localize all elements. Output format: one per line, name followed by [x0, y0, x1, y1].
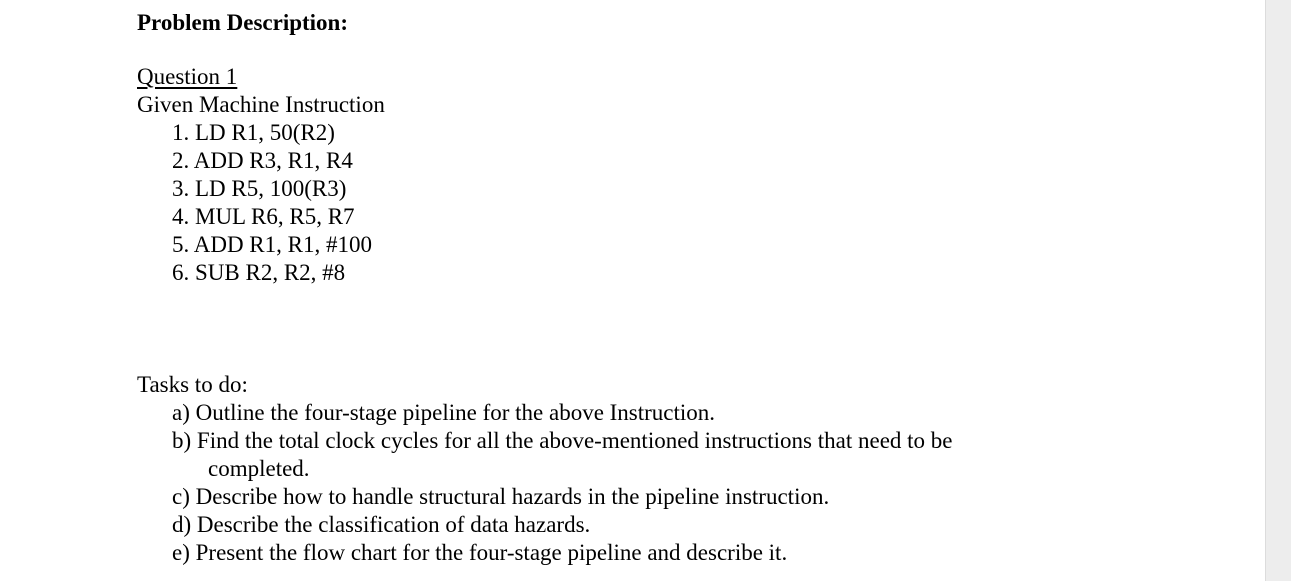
vertical-scrollbar[interactable] — [1265, 0, 1291, 581]
instruction-item: 2. ADD R3, R1, R4 — [172, 148, 353, 173]
task-item-a — [172, 399, 1032, 427]
problem-description-heading: Problem Description: — [137, 10, 349, 35]
question-intro: Given Machine Instruction — [137, 92, 385, 117]
task-list — [172, 399, 1032, 567]
task-item-b — [172, 427, 1032, 483]
instruction-item: 6. SUB R2, R2, #8 — [172, 260, 346, 285]
instruction-item: 1. LD R1, 50(R2) — [172, 120, 335, 145]
task-item-d — [172, 511, 1032, 539]
task-item-e — [172, 539, 1032, 567]
task-text: d) Describe the classification of data hazards. — [172, 512, 591, 537]
scrollbar-thumb[interactable] — [1275, 0, 1285, 581]
tasks-title: Tasks to do: — [137, 372, 248, 397]
instruction-list — [172, 119, 372, 287]
instruction-item: 4. MUL R6, R5, R7 — [172, 204, 355, 229]
task-text: a) Outline the four-stage pipeline for the above Instruction. — [172, 400, 716, 425]
task-text-continuation: completed. — [208, 456, 310, 481]
task-text: b) Find the total clock cycles for all the above-mentioned instructions that need to be — [172, 428, 953, 453]
instruction-item: 5. ADD R1, R1, #100 — [172, 232, 372, 257]
task-text: c) Describe how to handle structural hazards in the pipeline instruction. — [172, 484, 830, 509]
instruction-item: 3. LD R5, 100(R3) — [172, 176, 347, 201]
question-title: Question 1 — [137, 64, 238, 89]
task-text: e) Present the flow chart for the four-stage pipeline and describe it. — [172, 540, 788, 565]
task-item-c — [172, 483, 1032, 511]
